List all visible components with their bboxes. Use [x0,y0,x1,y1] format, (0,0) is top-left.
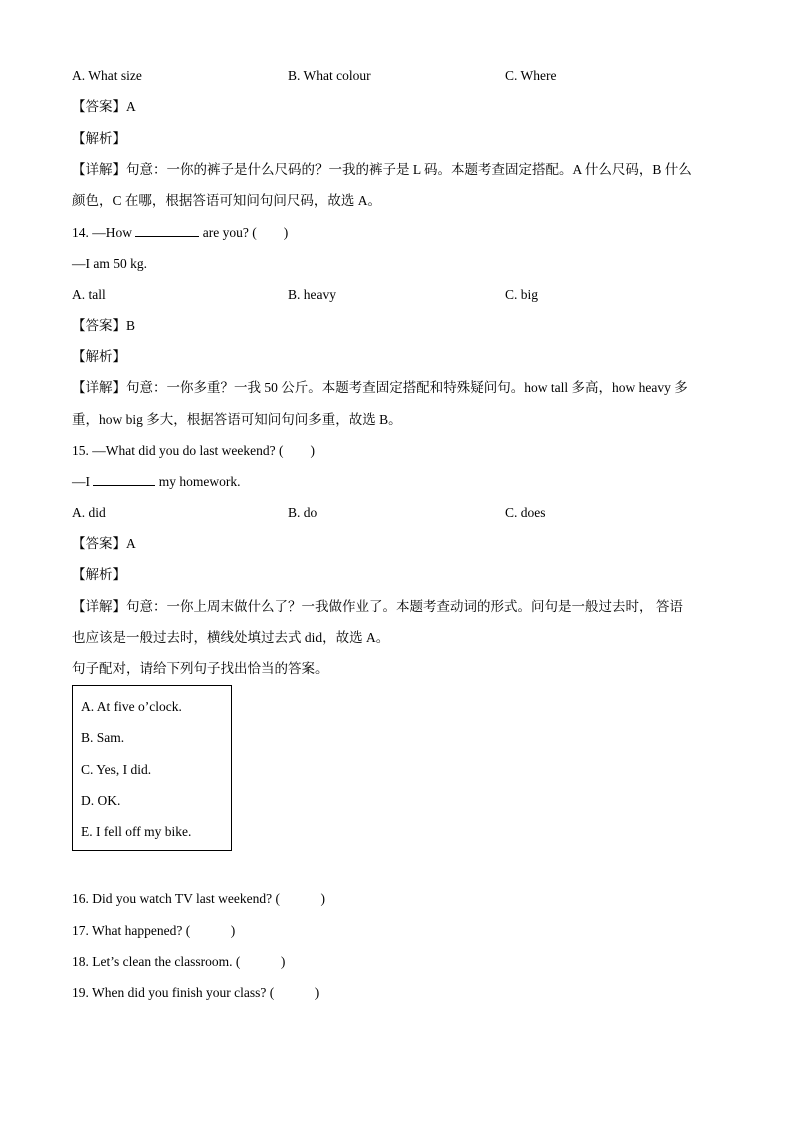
q15-analysis: 【解析】 [72,567,126,582]
q13-detail-line2: 颜色，C 在哪，根据答语可知问句问尺码，故选 A。 [72,193,382,208]
box-item-d: D. OK. [81,793,121,808]
q13-analysis: 【解析】 [72,131,126,146]
q14-option-a: A. tall [72,287,106,302]
q13-answer: 【答案】A [72,99,136,114]
q14-question-prefix: 14. —How [72,225,132,240]
section-instruction: 句子配对，请给下列句子找出恰当的答案。 [72,661,329,676]
q13-option-a: A. What size [72,68,142,83]
q15-option-a: A. did [72,505,106,520]
q15-reply-prefix: —I [72,474,90,489]
q14-reply: —I am 50 kg. [72,256,147,271]
q15-reply-suffix: my homework. [158,474,241,489]
q14-analysis: 【解析】 [72,349,126,364]
box-item-e: E. I fell off my bike. [81,824,192,839]
q15-detail-line2: 也应该是一般过去时，横线处填过去式 did，故选 A。 [72,630,390,645]
q14-option-c: C. big [505,287,539,302]
box-item-c: C. Yes, I did. [81,762,152,777]
q14-detail-line2: 重，how big 多大，根据答语可知问句问多重，故选 B。 [72,412,402,427]
q14-question [72,224,288,242]
q15-reply [72,473,241,491]
question-18: 18. Let’s clean the classroom. ( ) [72,954,286,969]
q14-detail-line1: 【详解】句意：一你多重？一我 50 公斤。本题考查固定搭配和特殊疑问句。how tall 多高，how heavy 多 [72,380,688,395]
q14-question-suffix: are you? ( ) [202,225,289,240]
q15-option-b: B. do [288,505,318,520]
question-16: 16. Did you watch TV last weekend? ( ) [72,891,325,906]
q15-answer: 【答案】A [72,536,136,551]
box-item-a: A. At five o’clock. [81,699,182,714]
q13-option-c: C. Where [505,68,557,83]
q14-blank [135,224,199,237]
q13-option-b: B. What colour [288,68,371,83]
q15-blank [93,473,155,486]
q13-detail-line1: 【详解】句意：一你的裤子是什么尺码的？一我的裤子是 L 码。本题考查固定搭配。A 什么尺码，B 什么 [72,162,692,177]
question-19: 19. When did you finish your class? ( ) [72,985,320,1000]
q15-option-c: C. does [505,505,546,520]
answer-options-box [72,685,232,851]
q15-detail-line1: 【详解】句意：一你上周末做什么了？一我做作业了。本题考查动词的形式。问句是一般过去时， 答语 [72,599,683,614]
question-17: 17. What happened? ( ) [72,923,236,938]
q15-question: 15. —What did you do last weekend? ( ) [72,443,315,458]
box-item-b: B. Sam. [81,730,125,745]
q14-option-b: B. heavy [288,287,336,302]
q14-answer: 【答案】B [72,318,136,333]
